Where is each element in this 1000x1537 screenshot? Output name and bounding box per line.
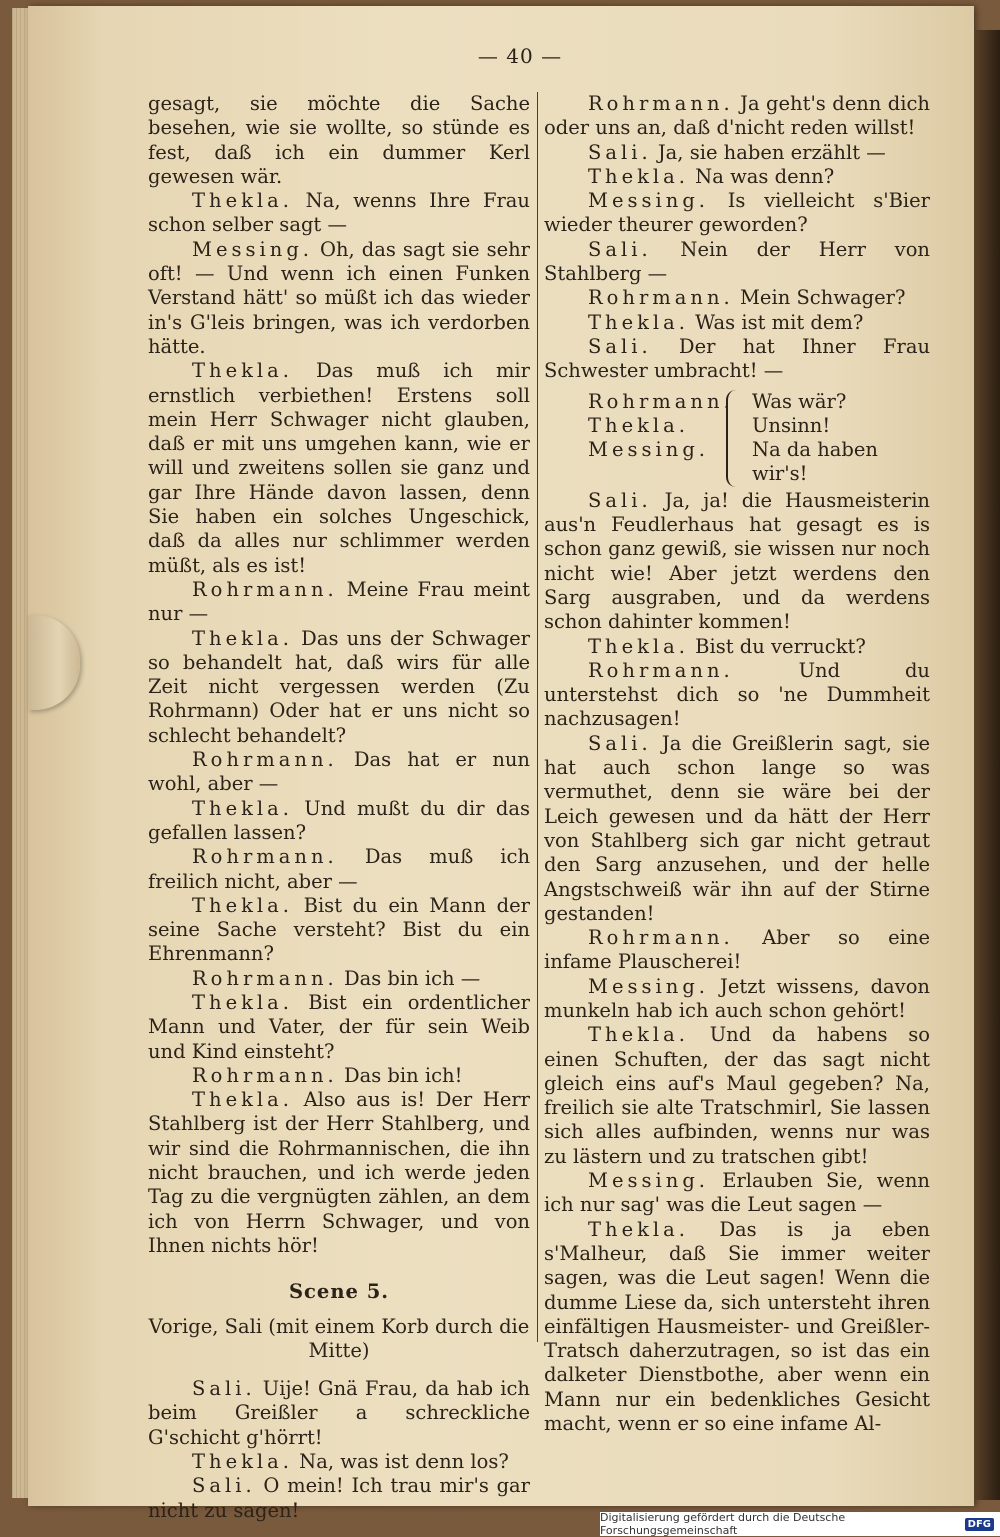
dialogue-text: Mein Schwager? xyxy=(733,286,906,310)
trio-speakers xyxy=(588,389,734,487)
dialogue-paragraph xyxy=(148,1064,530,1088)
speaker-name: Rohrmann. xyxy=(192,748,338,772)
dialogue-text: Aber so eine infame Plauscherei! xyxy=(544,926,930,974)
left-column xyxy=(148,92,530,1523)
speaker-name: Rohrmann. xyxy=(588,92,734,115)
speaker-name: Thekla. xyxy=(588,1023,689,1047)
dialogue-text: Das uns der Schwager so behandelt hat, daß wirs für alle Zeit nicht vergessen werden (Zu Rohrmann) Oder hat er uns nicht so schlecht behandelt? xyxy=(148,626,530,747)
trio-line: Unsinn! xyxy=(752,413,831,437)
left-column-paragraphs xyxy=(148,92,530,1258)
dialogue-paragraph xyxy=(544,189,930,238)
dialogue-text: Ja, sie haben erzählt — xyxy=(651,140,886,164)
speaker-name: Thekla. xyxy=(588,1217,689,1241)
dialogue-paragraph xyxy=(148,359,530,578)
speaker-name: Sali. xyxy=(588,731,652,755)
speaker-name: Rohrmann. xyxy=(192,1063,338,1087)
dialogue-text: Das is ja eben s'Malheur, daß Sie immer weiter sagen, was die Leut sagen! Wenn die dumme Liese da, sich untersteht ihren einfältigen Hausmeister- und Greißler-Tratsch daherzutragen, so ist das ein dalketer Dienstbothe, aber wenn ein Mann nur ein bedenkliches Gesicht macht, wenn er so eine infame Al- xyxy=(544,1217,930,1436)
dialogue-text: Ja, ja! die Hausmeisterin aus'n Feudlerhaus hat gesagt es is schon ganz gewiß, sie wissen nur noch nicht wie! Aber jetzt werdens den Sarg ausgraben, und da werdens schon dahinter kommen! xyxy=(544,488,930,634)
dialogue-paragraph xyxy=(148,748,530,797)
dialogue-paragraph xyxy=(148,1088,530,1258)
speaker-name: Thekla. xyxy=(192,359,293,383)
dialogue-paragraph xyxy=(148,845,530,894)
scene-heading: Scene 5. xyxy=(288,1280,390,1304)
dialogue-text: Der hat Ihner Frau Schwester umbracht! — xyxy=(544,334,930,383)
dialogue-paragraph xyxy=(148,991,530,1064)
dialogue-paragraph xyxy=(148,894,530,967)
dialogue-paragraph xyxy=(544,141,930,165)
dialogue-text: Ja geht's denn dich oder uns an, daß d'nicht reden willst! xyxy=(544,92,930,140)
speaker-name: Sali. xyxy=(192,1474,256,1498)
dialogue-paragraph xyxy=(148,92,530,189)
dialogue-paragraph xyxy=(148,1474,530,1523)
speaker-name: Thekla. xyxy=(192,1450,293,1474)
dialogue-text: Das bin ich! xyxy=(337,1063,463,1087)
dialogue-paragraph xyxy=(544,165,930,189)
simultaneous-lines xyxy=(588,390,930,487)
dialogue-text: Meine Frau meint nur — xyxy=(148,577,530,626)
trio-speaker: Messing. xyxy=(588,438,709,462)
speaker-name: Rohrmann. xyxy=(588,926,734,950)
dialogue-text: Also aus is! Der Herr Stahlberg ist der Herr Stahlberg, und wir sind die Rohrmannischen, die ihn nicht brauchen, und ich werde jeden Tag zu die vergnügten zählen, an dem ich von Herrn Schwager, und von Ihnen nichts hör! xyxy=(148,1088,530,1257)
dialogue-text: Uije! Gnä Frau, da hab ich beim Greißler a schreckliche G'schicht g'hörrt! xyxy=(148,1377,530,1449)
speaker-name: Messing. xyxy=(588,1169,709,1193)
speaker-name: Thekla. xyxy=(588,310,689,334)
trio-line: Na da haben wir's! xyxy=(752,438,878,486)
footer-credit: Digitalisierung gefördert durch die Deutsche Forschungsgemeinschaft xyxy=(600,1511,846,1537)
right-column xyxy=(544,92,930,1436)
dialogue-paragraph xyxy=(148,1450,530,1474)
dialogue-paragraph xyxy=(148,238,530,359)
trio-speaker: Rohrmann. xyxy=(588,389,734,413)
dialogue-text: Erlauben Sie, wenn ich nur sag' was die Leut sagen — xyxy=(544,1169,930,1217)
dialogue-text: Bist ein ordentlicher Mann und Vater, der für sein Weib und Kind einsteht? xyxy=(148,990,530,1063)
speaker-name: Rohrmann. xyxy=(192,577,338,601)
dialogue-paragraph xyxy=(544,238,930,287)
dialogue-text: Na, wenns Ihre Frau schon selber sagt — xyxy=(148,189,530,237)
page-number: — 40 — xyxy=(477,44,563,68)
dialogue-paragraph xyxy=(148,967,530,991)
dialogue-text: Oh, das sagt sie sehr oft! — Und wenn ich einen Funken Verstand hätt' so müßt ich das wieder in's G'leis bringen, was ich verdorben hätte. xyxy=(148,237,530,358)
dialogue-paragraph xyxy=(544,1023,930,1169)
dialogue-paragraph xyxy=(544,1169,930,1218)
speaker-name: Messing. xyxy=(192,237,313,261)
dialogue-paragraph xyxy=(148,627,530,748)
dialogue-paragraph xyxy=(544,635,930,659)
dialogue-paragraph xyxy=(544,1218,930,1437)
dialogue-text: Jetzt wissens, davon munkeln hab ich auch schon gehört! xyxy=(544,974,930,1022)
dialogue-text: Und du unterstehst dich so 'ne Dummheit nachzusagen! xyxy=(544,658,930,731)
speaker-name: Thekla. xyxy=(192,626,293,650)
dialogue-text: Is vielleicht s'Bier wieder theurer geworden? xyxy=(544,189,930,237)
speaker-name: Thekla. xyxy=(192,893,293,917)
dialogue-text: Und da habens so einen Schuften, der das sagt nicht gleich eins auf's Maul gegeben? Na, freilich sie alte Tratschmirl, Sie lassen sich alles aufbinden, wenns nur was zu lästern und zu tratschen gibt! xyxy=(544,1023,930,1168)
dialogue-paragraph xyxy=(544,975,930,1024)
page-gutter xyxy=(974,30,1000,1500)
dialogue-text: Und mußt du dir das gefallen lassen? xyxy=(148,796,530,844)
dialogue-text: Na was denn? xyxy=(688,164,835,188)
speaker-name: Messing. xyxy=(588,189,709,213)
speaker-name: Thekla. xyxy=(588,164,689,188)
dialogue-text: O mein! Ich trau mir's gar nicht zu sagen! xyxy=(148,1474,530,1522)
trio-line: Was wär? xyxy=(752,389,847,413)
digitization-footer xyxy=(600,1512,1000,1536)
scene-direction: Vorige, Sali (mit einem Korb durch die Mitte) xyxy=(148,1314,530,1362)
dialogue-text: Was ist mit dem? xyxy=(688,310,864,334)
speaker-name: Rohrmann. xyxy=(192,966,338,990)
trio-lines xyxy=(752,390,930,487)
speaker-name: Sali. xyxy=(192,1377,256,1401)
dialogue-paragraph xyxy=(148,189,530,238)
left-column-paragraphs-after xyxy=(148,1377,530,1523)
dialogue-text: Bist du ein Mann der seine Sache versteht? Bist du ein Ehrenmann? xyxy=(148,893,530,966)
speaker-name: Thekla. xyxy=(192,189,293,213)
dialogue-paragraph xyxy=(544,926,930,975)
speaker-name: Thekla. xyxy=(588,634,689,658)
dialogue-paragraph xyxy=(544,489,930,635)
dialogue-paragraph xyxy=(544,311,930,335)
dialogue-text: Das muß ich mir ernstlich verbiethen! Erstens soll mein Herr Schwager nicht glauben, daß er mit uns umgehen kann, wie er will und zweitens sollen sie ganz und gar Ihre Hände davon lassen, denn Sie haben ein solches Ungeschick, daß da alles nur schlimmer werden müßt, als es ist! xyxy=(148,359,530,577)
dialogue-text: Ja die Greißlerin sagt, sie hat auch schon lange so was vermuthet, denn sie wäre bei der Leich gewesen und da hätt der Herr von Stahlberg sich gar nicht getraut den Sarg anzusehen, und der helle Angstschweiß wär ihn auf der Stirne gestanden! xyxy=(544,731,930,925)
dialogue-text: Das hat er nun wohl, aber — xyxy=(148,748,530,796)
dialogue-paragraph xyxy=(148,797,530,846)
trio-speaker: Thekla. xyxy=(588,413,689,437)
dialogue-text: Das bin ich — xyxy=(337,966,481,990)
right-column-paragraphs xyxy=(544,92,930,384)
speaker-name: Thekla. xyxy=(192,990,293,1014)
speaker-name: Sali. xyxy=(588,237,652,261)
dialogue-paragraph xyxy=(544,286,930,310)
speaker-name: Rohrmann. xyxy=(192,845,338,869)
speaker-name: Thekla. xyxy=(192,796,293,820)
dialogue-paragraph xyxy=(544,659,930,732)
dialogue-text: Das muß ich freilich nicht, aber — xyxy=(148,845,530,893)
brace xyxy=(726,390,746,487)
dialogue-text: Bist du verruckt? xyxy=(688,634,866,658)
speaker-name: Sali. xyxy=(588,334,652,358)
dialogue-paragraph xyxy=(544,335,930,384)
speaker-name: Messing. xyxy=(588,974,709,998)
dialogue-text: Nein der Herr von Stahlberg — xyxy=(544,237,930,286)
dialogue-paragraph xyxy=(148,1377,530,1450)
speaker-name: Thekla. xyxy=(192,1088,293,1112)
column-divider xyxy=(537,92,538,1342)
dialogue-text: Na, was ist denn los? xyxy=(292,1450,509,1474)
dfg-logo: DFG xyxy=(965,1518,994,1531)
dialogue-paragraph xyxy=(148,578,530,627)
speaker-name: Rohrmann. xyxy=(588,658,734,682)
right-column-paragraphs-after xyxy=(544,489,930,1437)
dialogue-paragraph xyxy=(544,732,930,926)
speaker-name: Sali. xyxy=(588,140,652,164)
dialogue-text: gesagt, sie möchte die Sache besehen, wie sie wollte, so stünde es fest, daß ich ein dummer Kerl gewesen wär. xyxy=(148,92,530,188)
dialogue-paragraph xyxy=(544,92,930,141)
speaker-name: Sali. xyxy=(588,488,652,512)
speaker-name: Rohrmann. xyxy=(588,286,734,310)
